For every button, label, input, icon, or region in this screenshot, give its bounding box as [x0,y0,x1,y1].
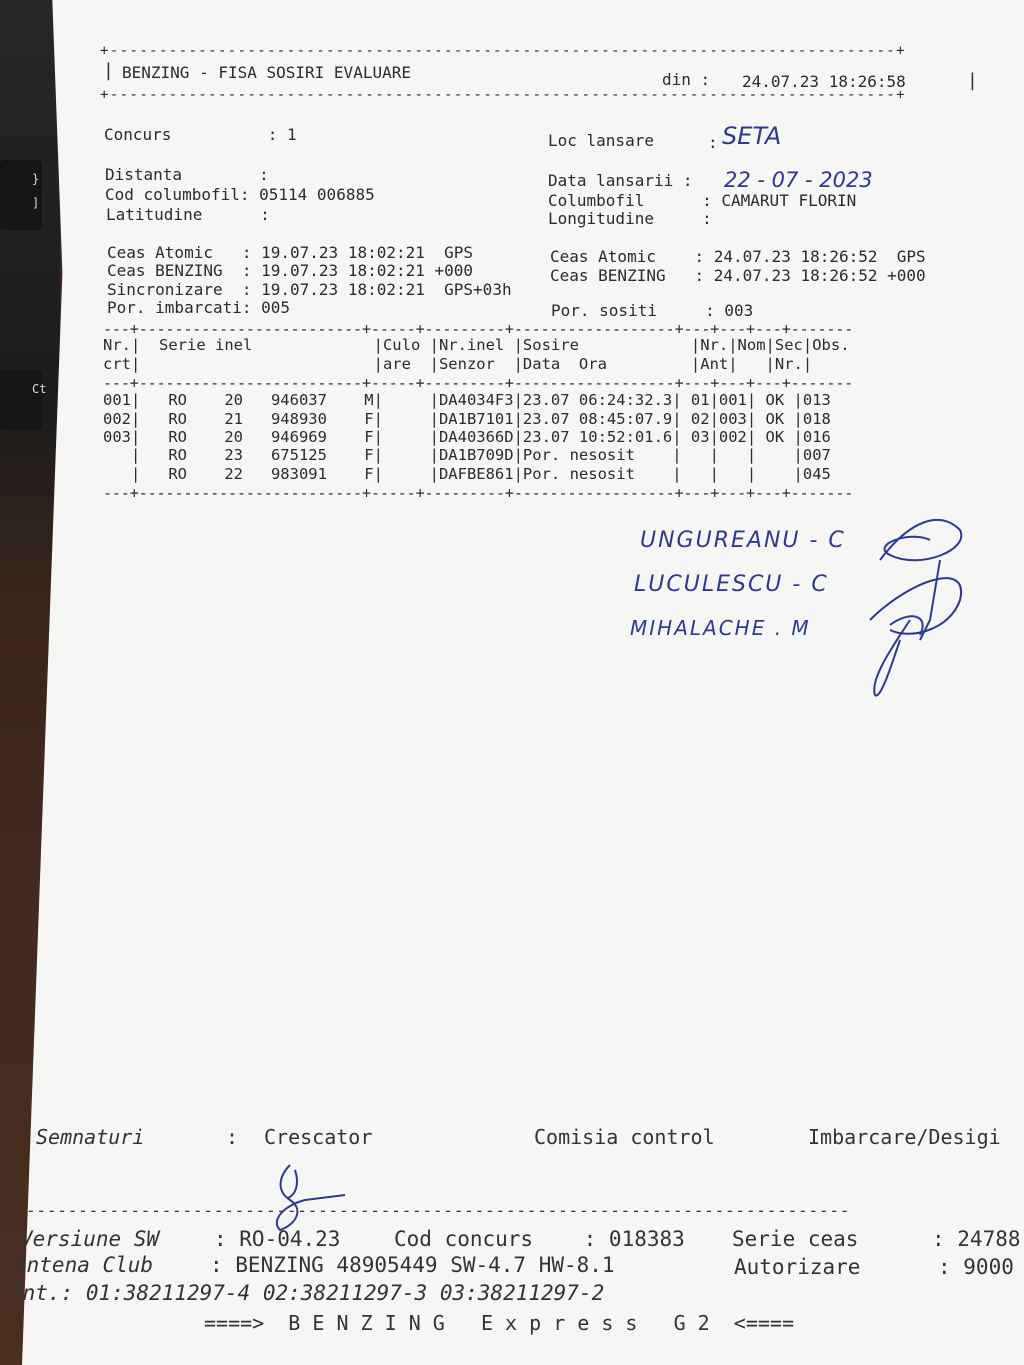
table-header-row-1: Nr.| Serie inel |Culo |Nr.inel |Sosire |Nr.|Nom|Sec|Obs. [103,336,850,354]
header-border-top: +--------------------------------------------------------------------------------+ [100,43,906,59]
handwritten-name-3: MIHALACHE . M [630,616,811,640]
autorizare-label: Autorizare [734,1255,861,1279]
table-row: 003| RO 20 946969 F| |DA40366D|23.07 10:52:01.6| 03|002| OK |016 [103,428,831,446]
table-rule-top: ---+-------------------------+-----+---------+------------------+---+---+---+------- [103,320,854,338]
table-row: 002| RO 21 948930 F| |DA1B7101|23.07 08:45:07.9| 02|003| OK |018 [103,410,831,428]
key-label: ] [32,196,40,210]
versiune-sw-label: Versiune SW [20,1227,160,1251]
table-row: | RO 23 675125 F| |DA1B709D|Por. nesosit | | | |007 [103,446,831,464]
distanta-line: Distanta : [105,165,269,184]
por-imbarcati-line: Por. imbarcati: 005 [107,298,291,317]
footer-dash-line: ------------------------------------------------------------------------------- [26,1201,851,1220]
loc-lansare-label: Loc lansare [548,131,654,150]
benzing-brand-line: ====> B E N Z I N G E x p r e s s G 2 <==== [204,1311,795,1335]
sincronizare-line: Sincronizare : 19.07.23 18:02:21 GPS+03h [107,280,512,299]
signature-scribble [850,500,980,700]
concurs-line: Concurs : 1 [104,125,297,144]
imbarcare-label: Imbarcare/Desigi [808,1125,1001,1149]
header-title: BENZING - FISA SOSIRI EVALUARE [122,63,411,82]
ceas-benzing-left: Ceas BENZING : 19.07.23 18:02:21 +000 [107,261,474,280]
antena-club-label: Antena Club [14,1253,154,1277]
loc-lansare-value: SETA [722,122,782,150]
autorizare-value: : 9000 [938,1255,1014,1279]
versiune-sw-value: : RO-04.23 [214,1227,341,1251]
por-sositi-line: Por. sositi : 003 [551,301,754,320]
loc-lansare-colon: : [708,133,718,152]
key-label: Ct [32,382,47,396]
table-header-row-2: crt| |are |Senzor |Data Ora |Ant| |Nr.| [103,355,813,373]
header-pipe-right: | [967,70,978,91]
data-lansarii-value: 22 - 07 - 2023 [724,168,873,192]
table-row: 001| RO 20 946037 M| |DA4034F3|23.07 06:24:32.3| 01|001| OK |013 [103,391,831,409]
cod-concurs-line: Cod concurs : 018383 [394,1227,685,1251]
antena-club-value: : BENZING 48905449 SW-4.7 HW-8.1 [210,1253,615,1277]
handwritten-name-2: LUCULESCU - C [634,572,829,597]
semnaturi-colon: : [226,1125,239,1149]
key-label: } [32,172,40,186]
ceas-benzing-right: Ceas BENZING : 24.07.23 18:26:52 +000 [550,266,926,285]
handwritten-name-1: UNGUREANU - C [640,528,846,553]
table-rule-bottom: ---+-------------------------+-----+---------+------------------+---+---+---+------- [103,484,854,502]
longitudine-line: Longitudine : [548,209,712,228]
header-din-label: din : [662,70,711,89]
ceas-atomic-left: Ceas Atomic : 19.07.23 18:02:21 GPS [107,243,474,262]
keyboard-key [0,370,47,430]
antenna-line: Ant.: 01:38211297-4 02:38211297-3 03:38211297-2 [10,1281,605,1305]
header-pipe-left: | [103,60,114,81]
header-din-value: 24.07.23 18:26:58 [742,72,906,91]
table-row: | RO 22 983091 F| |DAFBE861|Por. nesosit | | | |045 [103,465,831,483]
latitudine-line: Latitudine : [106,205,270,224]
semnaturi-label: Semnaturi [36,1125,145,1149]
serie-ceas-value: : 24788 [932,1227,1021,1251]
crescator-label: Crescator [264,1125,373,1149]
data-lansarii-label: Data lansarii : [548,171,693,190]
comisia-control-label: Comisia control [534,1125,715,1149]
cod-columbofil-line: Cod columbofil: 05114 006885 [105,185,375,204]
table-rule-mid: ---+-------------------------+-----+---------+------------------+---+---+---+------- [103,374,854,392]
header-border-bottom: +--------------------------------------------------------------------------------+ [100,87,906,103]
ceas-atomic-right: Ceas Atomic : 24.07.23 18:26:52 GPS [550,247,926,266]
serie-ceas-label: Serie ceas [732,1227,859,1251]
columbofil-line: Columbofil : CAMARUT FLORIN [548,191,857,210]
keyboard-key [0,186,42,230]
